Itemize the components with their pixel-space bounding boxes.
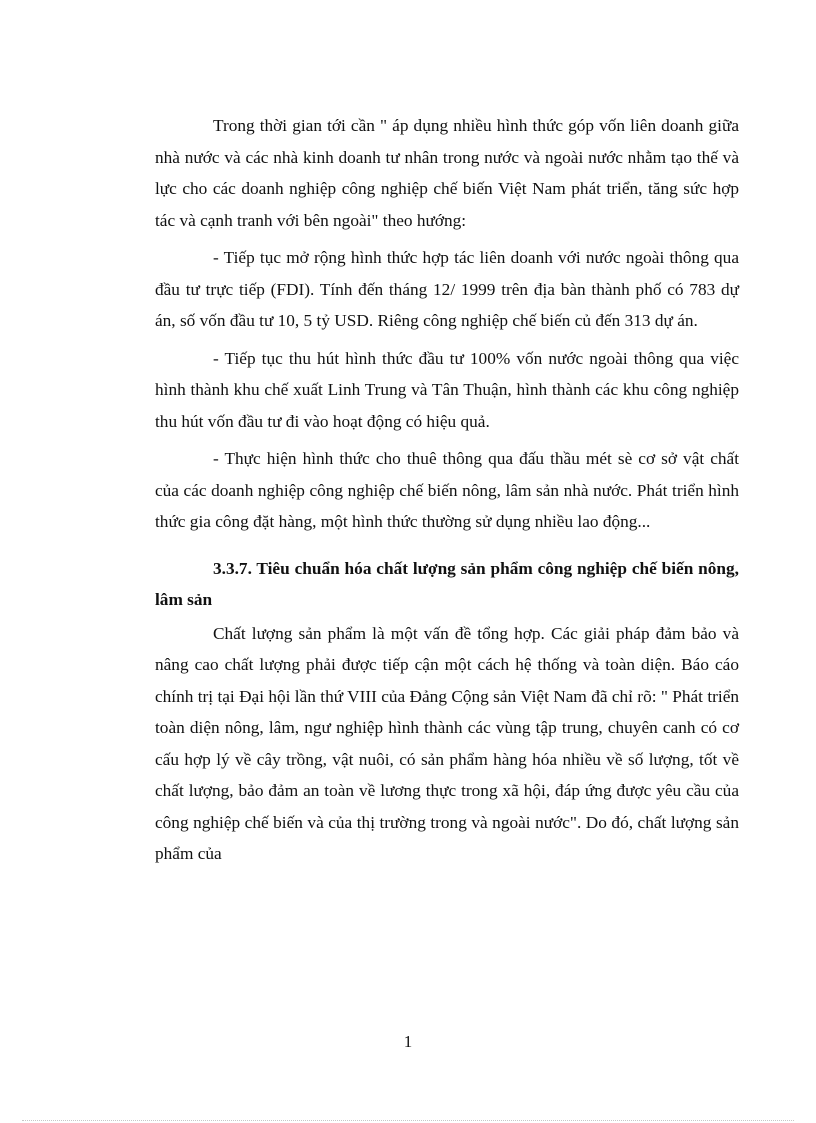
paragraph-intro: Trong thời gian tới cần " áp dụng nhiều hình thức góp vốn liên doanh giữa nhà nước và các nhà kinh doanh tư nhân trong nước và ngoài nước nhằm tạo thế và lực cho các doanh nghiệp công nghiệp chế biến Việt Nam phát triển, tăng sức hợp tác và cạnh tranh với bên ngoài" theo hướng:: [155, 116, 739, 230]
section-heading: 3.3.7. Tiêu chuẩn hóa chất lượng sản phẩm công nghiệp chế biến nông, lâm sản: [155, 558, 739, 609]
page-body: [155, 110, 739, 870]
paragraph-leasing: - Thực hiện hình thức cho thuê thông qua đấu thầu mét sè cơ sở vật chất của các doanh nghiệp công nghiệp chế biến nông, lâm sản nhà nước. Phát triển hình thức gia công đặt hàng, một hình thức thường sử dụng nhiều lao động...: [155, 449, 739, 531]
paragraph-quality: Chất lượng sản phẩm là một vấn đề tổng hợp. Các giải pháp đảm bảo và nâng cao chất lượng phải được tiếp cận một cách hệ thống và toàn diện. Báo cáo chính trị tại Đại hội lần thứ VIII của Đảng Cộng sản Việt Nam đã chỉ rõ: " Phát triển toàn diện nông, lâm, ngư nghiệp hình thành các vùng tập trung, chuyên canh có cơ cấu hợp lý về cây trồng, vật nuôi, có sản phẩm hàng hóa nhiều về số lượng, tốt về chất lượng, bảo đảm an toàn về lương thực trong xã hội, đáp ứng được yêu cầu của công nghiệp chế biến và của thị trường trong và ngoài nước". Do đó, chất lượng sản phẩm của: [155, 623, 739, 863]
paragraph-fdi: - Tiếp tục mở rộng hình thức hợp tác liên doanh với nước ngoài thông qua đầu tư trực tiếp (FDI). Tính đến tháng 12/ 1999 trên địa bàn thành phố có 783 dự án, số vốn đầu tư 10, 5 tỷ USD. Riêng công nghiệp chế biến củ đến 313 dự án.: [155, 248, 739, 330]
page-number: 1: [403, 1032, 413, 1051]
paragraph-export-zones: - Tiếp tục thu hút hình thức đầu tư 100% vốn nước ngoài thông qua việc hình thành khu chế xuất Linh Trung và Tân Thuận, hình thành các khu công nghiệp thu hút vốn đầu tư đi vào hoạt động có hiệu quả.: [155, 348, 739, 431]
page-bottom-divider: [22, 1120, 794, 1121]
